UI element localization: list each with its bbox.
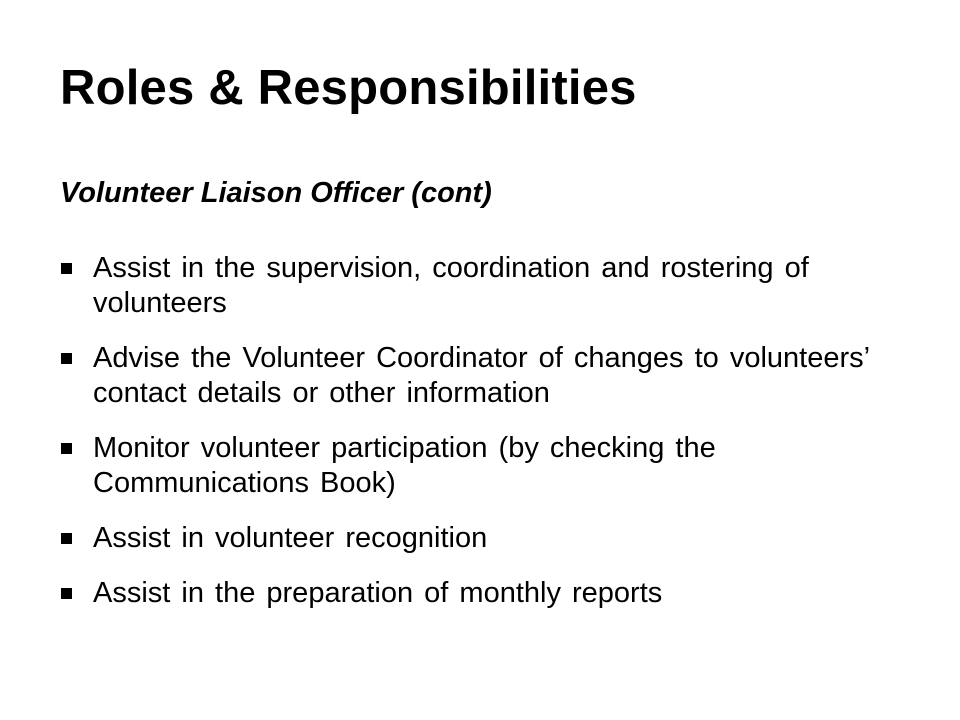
bullet-item	[60, 251, 920, 321]
bullet-item	[60, 521, 920, 556]
slide-title: Roles & Responsibilities	[60, 61, 637, 115]
bullet-text: Monitor volunteer participation (by checking the Communications Book)	[93, 432, 716, 499]
bullet-item	[60, 576, 920, 611]
bullet-text: Assist in the supervision, coordination and rostering of volunteers	[93, 252, 809, 319]
bullet-list	[60, 251, 920, 631]
square-bullet-icon	[61, 263, 72, 274]
bullet-text: Assist in volunteer recognition	[93, 522, 488, 554]
square-bullet-icon	[61, 588, 72, 599]
bullet-item	[60, 341, 920, 411]
square-bullet-icon	[61, 533, 72, 544]
bullet-text: Assist in the preparation of monthly reports	[93, 577, 663, 609]
square-bullet-icon	[61, 443, 72, 454]
slide-subtitle: Volunteer Liaison Officer (cont)	[60, 177, 492, 209]
bullet-text: Advise the Volunteer Coordinator of changes to volunteers’ contact details or other information	[93, 342, 870, 409]
bullet-item	[60, 431, 920, 501]
square-bullet-icon	[61, 353, 72, 364]
